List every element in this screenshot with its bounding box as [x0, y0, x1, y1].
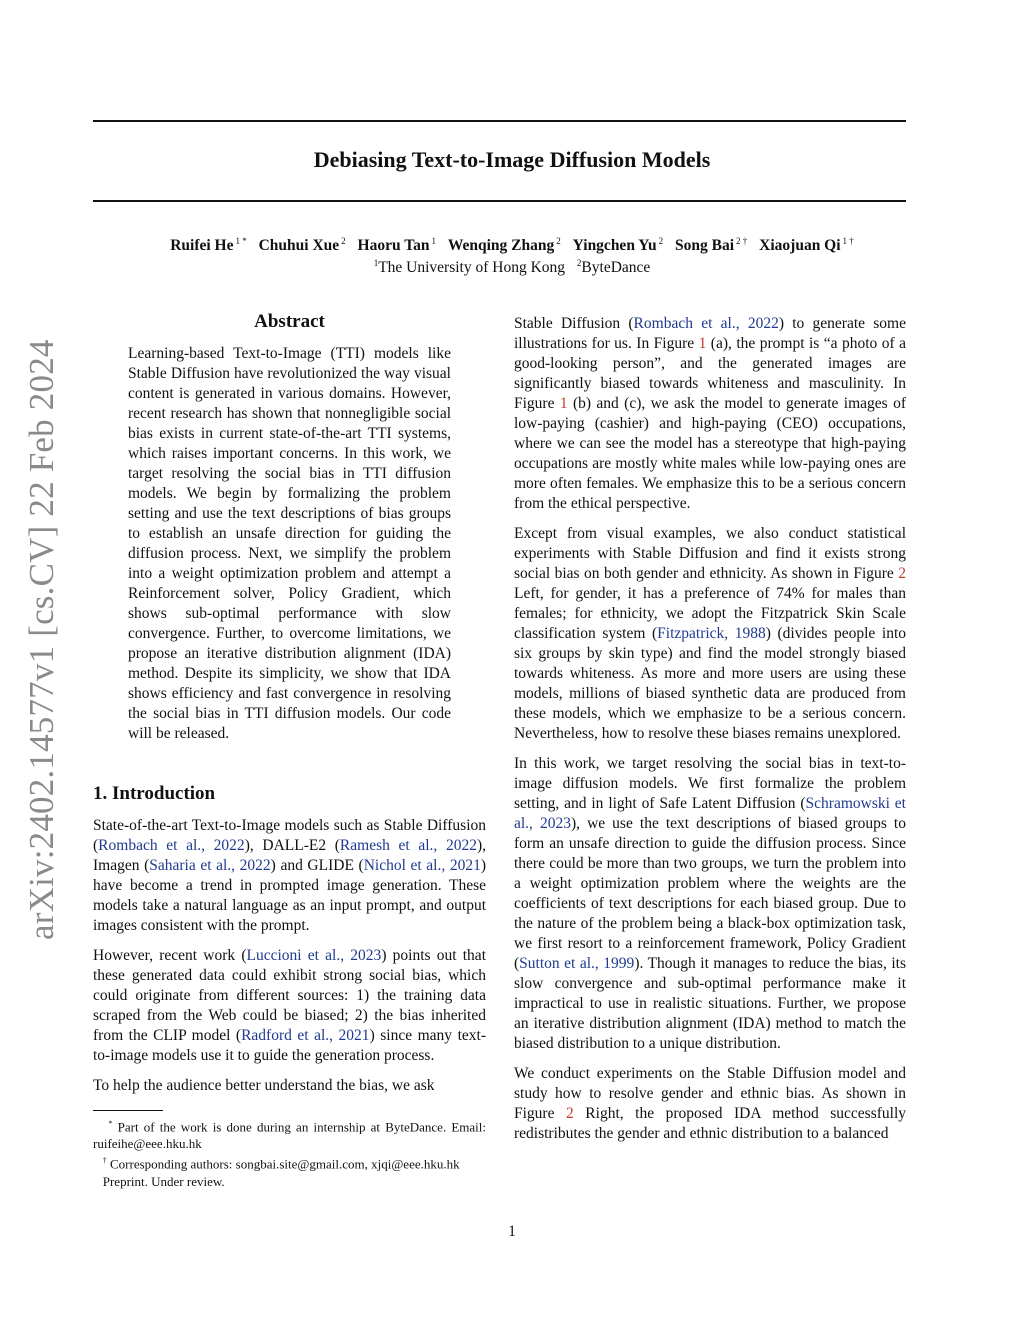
author: Ruifei He $^{1 *}$: [170, 236, 247, 255]
body-paragraph: In this work, we target resolving the social bias in text-to-image diffusion models. We first formalize the problem setting, and in light of Safe Latent Diffusion (Schramowski et al., 2023), we use the text descriptions of biased groups to form an unsafe direction to guide the diffusion process. Since there could be more than two groups, we turn the problem into a weight optimization problem where the weights are the coefficients of text descriptions for each biased group. Due to the nature of the problem being a black-box optimization task, we first resort to a reinforcement framework, Policy Gradient (Sutton et al., 1999). Though it manages to reduce the bias, its slow convergence and sub-optimal performance make it impractical to use in realistic situations. Further, we propose an iterative distribution alignment (IDA) method to match the biased distribution to a unique distribution.: [514, 755, 906, 1052]
affiliation: $^2$ByteDance: [576, 258, 651, 277]
author-list: [0, 236, 1024, 255]
footnote: Preprint. Under review.: [102, 1173, 225, 1189]
footnote: † Corresponding authors: songbai.site@gmail.com, xjqi@eee.hku.hk: [102, 1156, 460, 1172]
citation-link[interactable]: Rombach et al., 2022: [633, 315, 779, 332]
figure-ref-link[interactable]: 2: [898, 565, 906, 582]
author: Xiaojuan Qi $^{1 \dagger}$: [759, 236, 854, 255]
introduction-heading: 1. Introduction: [93, 783, 216, 804]
abstract-heading: Abstract: [254, 311, 325, 332]
footnote-divider: [93, 1110, 163, 1111]
citation-link[interactable]: Fitzpatrick, 1988: [657, 625, 766, 642]
figure-ref-link[interactable]: 1: [698, 335, 707, 352]
left-column: [93, 310, 486, 1190]
citation-link[interactable]: Ramesh et al., 2022: [339, 837, 477, 854]
citation-link[interactable]: Saharia et al., 2022: [149, 857, 271, 874]
paper-title: Debiasing Text-to-Image Diffusion Models: [313, 147, 711, 172]
body-paragraph: We conduct experiments on the Stable Diffusion model and study how to resolve gender and ethnic bias. As shown in Figure 2 Right, the proposed IDA method successfully redistributes the gender and ethnic distribution to a balanced: [514, 1065, 907, 1142]
affiliation-list: [0, 258, 1024, 277]
intro-paragraph: To help the audience better understand the bias, we ask: [93, 1077, 435, 1094]
citation-link[interactable]: Luccioni et al., 2023: [246, 947, 382, 964]
author: Haoru Tan $^1$: [357, 236, 436, 255]
figure-ref-link[interactable]: 2: [566, 1105, 574, 1122]
citation-link[interactable]: Radford et al., 2021: [241, 1027, 370, 1044]
citation-link[interactable]: Rombach et al., 2022: [98, 837, 245, 854]
author: Wenqing Zhang $^2$: [447, 236, 561, 255]
intro-paragraph: State-of-the-art Text-to-Image models such as Stable Diffusion (Rombach et al., 2022), DALL-E2 (Ramesh et al., 2022), Imagen (Saharia et al., 2022) and GLIDE (Nichol et al., 2021) have become a trend in prompted image generation. These models take a natural language as an input prompt, and output images consistent with the prompt.: [93, 817, 487, 934]
right-column: [514, 314, 906, 1144]
author: Yingchen Yu $^2$: [572, 236, 664, 255]
title-rule-bottom: [93, 200, 906, 202]
author: Chuhui Xue $^2$: [258, 236, 346, 255]
citation-link[interactable]: Schramowski et al., 2023: [514, 795, 906, 832]
footnote: * Part of the work is done during an internship at ByteDance. Email: ruifeihe@eee.hku.hk: [93, 1119, 487, 1152]
body-paragraph: Except from visual examples, we also conduct statistical experiments with Stable Diffusion and find it exists strong social bias on both gender and ethnicity. As shown in Figure 2 Left, for gender, it has a preference of 74% for males than females; for ethnicity, we adopt the Fitzpatrick Skin Scale classification system (Fitzpatrick, 1988) (divides people into six groups by skin type) and find the model strongly biased towards whiteness. As more and more users are using these models, millions of biased synthetic data are produced from these models, which we emphasize to be a serious concern. Nevertheless, how to resolve these biases remains unexplored.: [514, 525, 906, 742]
body-paragraph: Stable Diffusion (Rombach et al., 2022) to generate some illustrations for us. In Figure 1 (a), the prompt is “a photo of a good-looking person”, and the generated images are significantly biased towards whiteness and masculinity. In Figure 1 (b) and (c), we ask the model to generate images of low-paying (cashier) and high-paying (CEO) occupations, where we can see the model has a stereotype that high-paying occupations are mostly white males while low-paying ones are more often females. We emphasize this to be a serious concern from the ethical perspective.: [514, 315, 906, 512]
affiliation: $^1$The University of Hong Kong: [373, 258, 566, 277]
citation-link[interactable]: Nichol et al., 2021: [363, 857, 481, 874]
figure-ref-link[interactable]: 1: [559, 395, 568, 412]
abstract-text: Learning-based Text-to-Image (TTI) models like Stable Diffusion have revolutionized the way visual content is generated in various domains. However, recent research has shown that nonnegligible social bias exists in current state-of-the-art TTI systems, which raises important concerns. In this work, we target resolving the social bias in TTI diffusion models. We begin by formalizing the problem setting and use the text descriptions of bias groups to establish an unsafe direction for guiding the diffusion process. Next, we simplify the problem into a weight optimization problem and attempt a Reinforcement solver, Policy Gradient, which shows sub-optimal performance with slow convergence. Further, to overcome limitations, we propose an iterative distribution alignment (IDA) method. Despite its simplicity, we show that IDA shows efficiency and fast convergence in resolving the social bias in TTI diffusion models. Our code will be released.: [128, 345, 451, 742]
citation-link[interactable]: Sutton et al., 1999: [519, 955, 635, 972]
page-number: 1: [508, 1223, 516, 1240]
title-rule-top: [93, 120, 906, 122]
author: Song Bai $^{2 \dagger}$: [675, 236, 748, 255]
arxiv-identifier-stamp: arXiv:2402.14577v1 [cs.CV] 22 Feb 2024: [22, 339, 61, 940]
intro-paragraph: However, recent work (Luccioni et al., 2023) points out that these generated data could exhibit strong social bias, which could originate from different sources: 1) the training data scraped from the Web could be biased; 2) the bias inherited from the CLIP model (Radford et al., 2021) since many text-to-image models use it to guide the generation process.: [93, 947, 486, 1064]
